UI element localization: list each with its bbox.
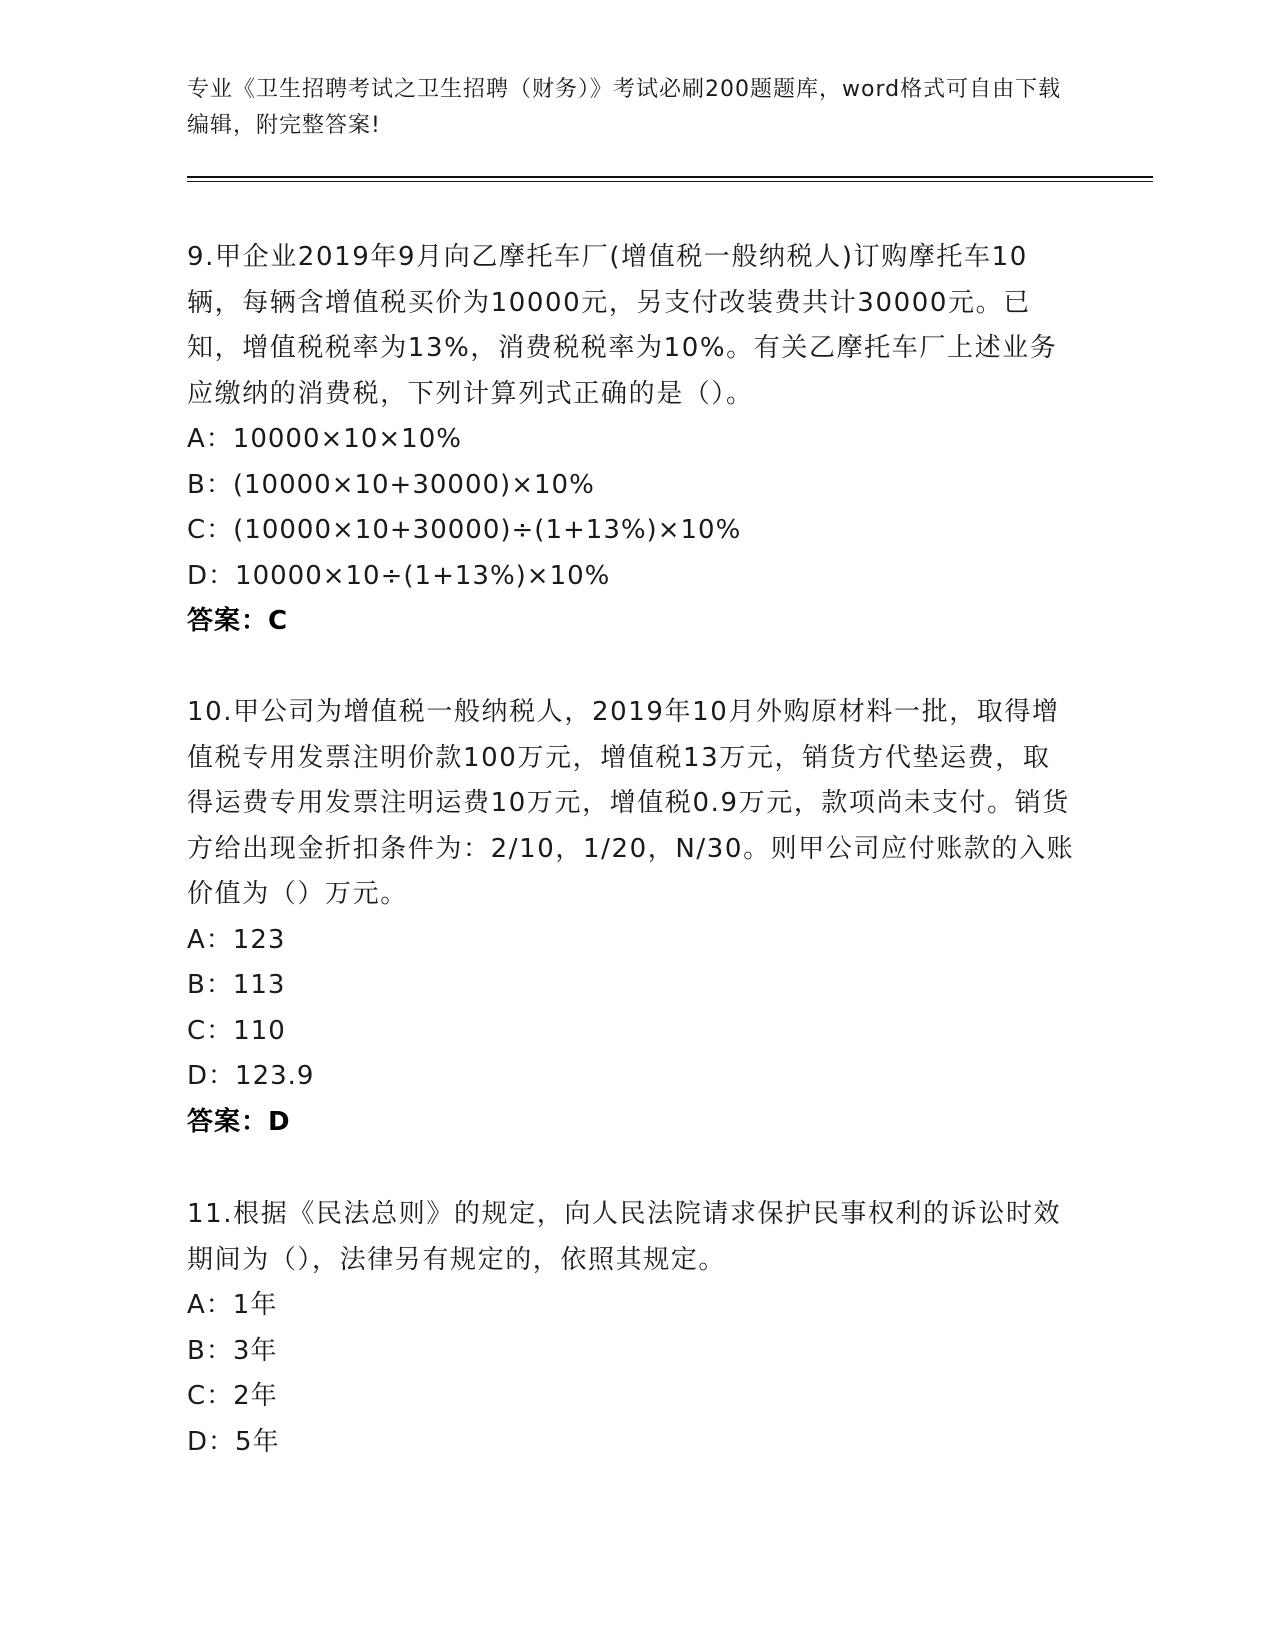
- option-c: C：110: [187, 1015, 286, 1046]
- option-b: B：3年: [187, 1335, 278, 1366]
- option-d: D：5年: [187, 1426, 280, 1457]
- question-9: [187, 235, 1077, 645]
- option-b: B：(10000×10+30000)×10%: [187, 469, 595, 500]
- option-b: B：113: [187, 970, 286, 1000]
- header-divider-thin: [187, 181, 1153, 182]
- answer-line: 答案：C: [187, 606, 289, 636]
- option-d: D：10000×10÷(1+13%)×10%: [187, 560, 611, 591]
- answer-line: 答案：D: [187, 1106, 291, 1137]
- option-c: C：(10000×10+30000)÷(1+13%)×10%: [187, 515, 742, 545]
- question-text: 9.甲企业2019年9月向乙摩托车厂(增值税一般纳税人)订购摩托车10辆，每辆含增值税买价为10000元，另支付改装费共计30000元。已知，增值税税率为13%，消费税税率为10%。有关乙摩托车厂上述业务应缴纳的消费税，下列计算列式正确的是（）。: [187, 242, 1058, 409]
- question-11: [187, 1192, 1077, 1465]
- option-a: A：1年: [187, 1290, 278, 1320]
- question-text: 11.根据《民法总则》的规定，向人民法院请求保护民事权利的诉讼时效期间为（），法律另有规定的，依照其规定。: [187, 1199, 1062, 1275]
- header-divider-thick: [187, 176, 1153, 178]
- question-text: 10.甲公司为增值税一般纳税人，2019年10月外购原材料一批，取得增值税专用发票注明价款100万元，增值税13万元，销货方代垫运费，取得运费专用发票注明运费10万元，增值税0.9万元，款项尚未支付。销货方给出现金折扣条件为：2/10，1/20，N/30。则甲公司应付账款的入账价值为（）万元。: [187, 697, 1075, 909]
- option-c: C：2年: [187, 1381, 278, 1411]
- document-header: 专业《卫生招聘考试之卫生招聘（财务）》考试必刷200题题库，word格式可自由下载编辑，附完整答案!: [187, 77, 1062, 138]
- question-10: [187, 690, 1077, 1145]
- option-a: A：10000×10×10%: [187, 424, 462, 454]
- option-d: D：123.9: [187, 1061, 315, 1091]
- option-a: A：123: [187, 924, 286, 955]
